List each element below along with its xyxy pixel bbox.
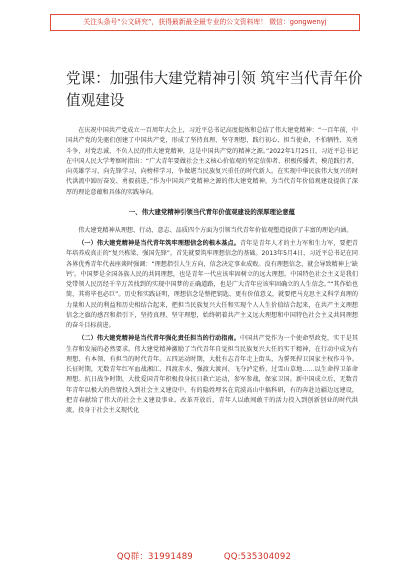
header-banner: 关注头条号“公文研究”，获得最新最全最专业的公文资料库！ 微信：gongwenyj: [50, 14, 360, 31]
footer-qq-group: QQ群：31991489: [116, 552, 193, 562]
point-one-paragraph: [66, 239, 358, 331]
footer-qq: QQ:535304092: [223, 552, 292, 562]
point-two-text: 中国共产党作为一个使命型政党，实干是其生存和发展的必然要求。伟大建党精神激励了当代青年自觉担当民族复兴大任的实干精神，在行动中成为有理想、有本领、有担当的时代青年。五四运动时期，大批有志青年走上街头，为誓死捍卫国家主权作斗争。长征时期，无数青年红军血战湘江、四渡赤水、强渡大渡河、飞夺泸定桥、过雪山草地……以生命捍卫革命理想。抗日战争时期，大批爱国青年积极投身抗日救亡运动，参军参战，保家卫国。新中国成立后，无数青年青年以极大的热情投入到社会主义建设中，有的隐姓埋名在荒漠高山中搞科研，有的奔赴边疆边远建设，把青春献给了伟大的社会主义建设事业。改革开放后，青年人以敢闯敢干的活力投入到创新创业的时代洪流，投身于社会主义现代化: [66, 335, 359, 414]
document-title: 党课：加强伟大建党精神引领 筑牢当代青年价值观建设: [66, 70, 363, 109]
point-two-paragraph: [66, 334, 358, 416]
footer-contacts: [0, 550, 408, 562]
intro-paragraph: 在庆祝中国共产党成立一百周年大会上，习近平总书记高度提炼和总结了伟大建党精神：“一百年前，中国共产党的先驱们创建了中国共产党，形成了坚持真理、坚守理想，践行初心、担当使命，不怕牺牲、英勇斗争，对党忠诚、不负人民的伟大建党精神，这是中国共产党的精神之源。”2022年1月25日，习近平总书记在中国人民大学考察时指出：“广大青年要做社会主义核心价值观的坚定信仰者、积极传播者、模范践行者，向英雄学习、向先锋学习、向榜样学习，争做堪当民族复兴重任的时代新人。在实现中华民族伟大复兴的时代洪流中踔厉奋发、勇毅前进。”作为中国共产党精神之源的伟大建党精神，为当代青年价值观建设提供了深厚的理论意蕴和具体的实践导向。: [66, 127, 358, 196]
point-one-text: 青年是青年人才的主力军和生力军，要把青年培养成真正的“复兴栋梁、强国先锋”，首先就要筑牢理想信念的基础。2013年5月4日，习近平总书记在同各界优秀青年代表座谈时强调：“理想指引人生方向，信念决定事业成败。没有理想信念，就会导致精神上‘缺钙’。中国梦是全国各族人民的共同理想，也是青年一代应该牢固树立的远大理想。中国特色社会主义是我们党带领人民历经千辛万苦找到的实现中国梦的正确道路，也是广大青年应该牢固确立的人生信念。”“其作始也简，其将毕也必巨”。历史和实践证明，理想信念是整把钥匙、更有价值意义，就要把马克思主义科学真理的力量和人民的利益和历史相结合起来，把担当民族复兴大任和实现个人人生价值结合起来，在共产主义理想信念之旗的感召和指引下，坚持真理、坚守理想，始终朝着共产主义远大理想和中国特色社会主义共同理想的奋斗目标前进。: [66, 240, 359, 329]
section-heading: 一、伟大建党精神引领当代青年价值观建设的深厚理论意蕴: [128, 207, 296, 216]
document-body: [66, 126, 358, 416]
point-two-lead: （二）伟大建党精神是当代青年强化责任担当的行动指南。: [78, 335, 240, 343]
section-intro-paragraph: 伟大建党精神从理想、行动、意志、品质四个方面为引领当代青年价值观塑造提供了丰富的理论内涵。: [78, 226, 353, 234]
point-one-lead: （一）伟大建党精神是当代青年筑牢理想信念的根本基点。: [78, 240, 240, 247]
